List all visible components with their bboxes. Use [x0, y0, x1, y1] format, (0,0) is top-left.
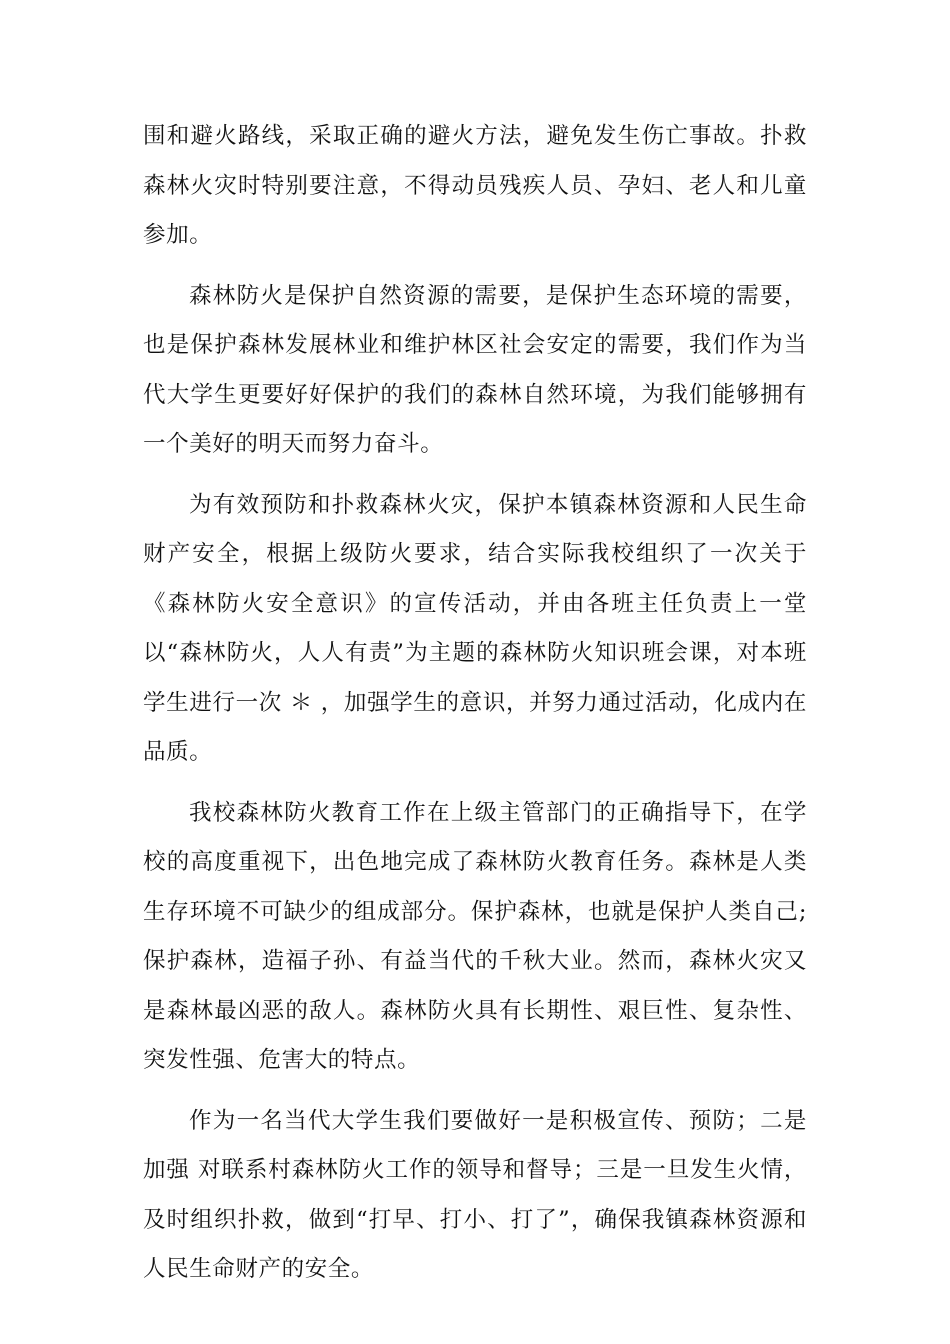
paragraph-forest-fire-prevention-importance: 森林防火是保护自然资源的需要，是保护生态环境的需要，也是保护森林发展林业和维护林区社会安定的需要，我们作为当代大学生更要好好保护的我们的森林自然环境，为我们能够拥有一个美好的明天而努力奋斗。: [143, 282, 807, 457]
paragraph-school-campaign: 为有效预防和扑救森林火灾，保护本镇森林资源和人民生命财产安全，根据上级防火要求，结合实际我校组织了一次关于《森林防火安全意识》的宣传活动，并由各班主任负责上一堂以“森林防火，人人有责”为主题的森林防火知识班会课，对本班学生进行一次 ＊ ，加强学生的意识，并努力通过活动，化成内在品质。: [143, 491, 807, 765]
paragraph-continued: 围和避火路线，采取正确的避火方法，避免发生伤亡事故。扑救森林火灾时特别要注意，不得动员残疾人员、孕妇、老人和儿童参加。: [143, 123, 807, 248]
paragraph-education-work: 我校森林防火教育工作在上级主管部门的正确指导下，在学校的高度重视下，出色地完成了森林防火教育任务。森林是人类生存环境不可缺少的组成部分。保护森林，也就是保护人类自己;保护森林，造福子孙、有益当代的千秋大业。然而，森林火灾又是森林最凶恶的敌人。森林防火具有长期性、艰巨性、复杂性、突发性强、危害大的特点。: [143, 799, 807, 1073]
paragraph-student-duties: 作为一名当代大学生我们要做好一是积极宣传、预防；二是加强 对联系村森林防火工作的领导和督导；三是一旦发生火情，及时组织扑救，做到“打早、打小、打了”，确保我镇森林资源和人民生命财产的安全。: [143, 1107, 807, 1282]
document-body: [143, 112, 807, 1306]
